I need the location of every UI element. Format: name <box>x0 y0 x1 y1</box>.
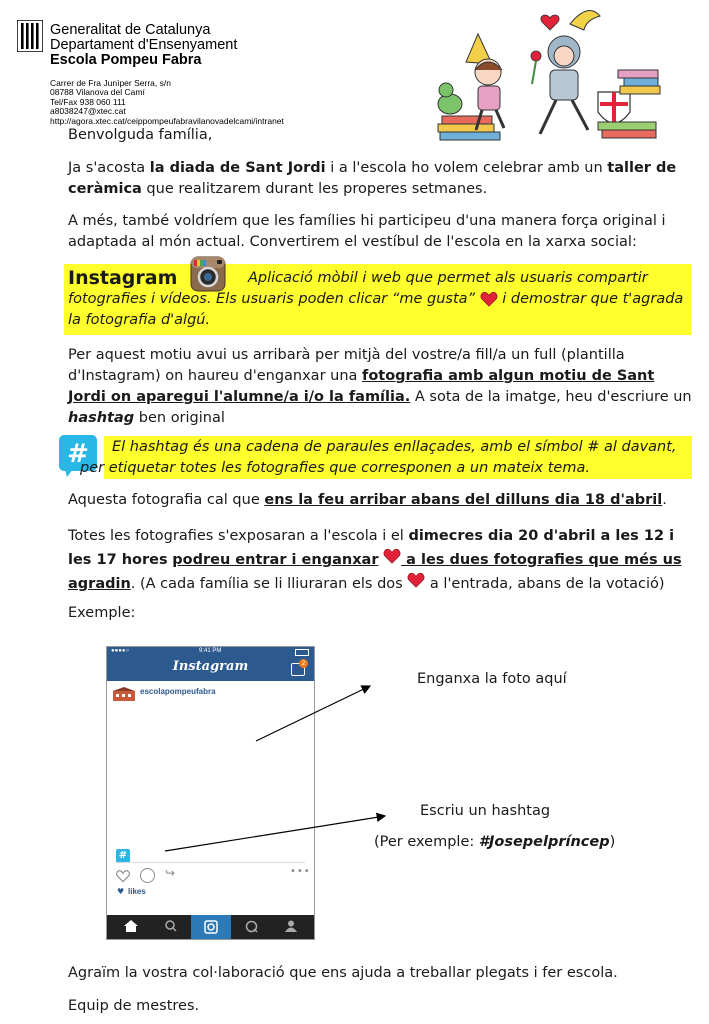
annotation-write-hashtag: Escriu un hashtag <box>420 803 551 819</box>
address-line: a8038247@xtec.cat <box>50 106 126 117</box>
header-school-name: Escola Pompeu Fabra <box>50 52 202 68</box>
instagram-text-1: Aplicació mòbil i web que permet als usuaris compartir fotografies i vídeos. Els usuaris poden clicar “me gusta” <box>68 270 648 307</box>
phone-time: 9:41 PM <box>199 648 222 654</box>
address-line: Carrer de Fra Junìper Serra, s/n <box>50 78 171 88</box>
hashtag-description: El hashtag és una cadena de paraules enllaçades, amb el símbol # al davant, per etiquetar totes les fotografies que corresponen a un mateix tema. <box>80 439 677 476</box>
p4-c: . <box>662 492 667 508</box>
annotation-paste-photo: Enganxa la foto aquí <box>417 671 567 687</box>
instagram-text-2: i demostrar que t'agrada la fotografia d'algú. <box>68 291 684 328</box>
greeting: Benvolguda família, <box>68 127 213 143</box>
p4-deadline: ens la feu arribar abans del dilluns dia 18 d'abril <box>264 492 663 508</box>
more-options-icon[interactable]: ••• <box>290 866 311 877</box>
example-hashtag: #Josepelpríncep <box>478 834 610 850</box>
p5-enter: podreu entrar i enganxar <box>172 552 379 568</box>
likes-count: likes <box>128 887 146 896</box>
example-c: ) <box>609 834 616 850</box>
p1-e: que realitzarem durant les properes setmanes. <box>141 181 488 197</box>
address-line: http://agora.xtec.cat/ceippompeufabravilanovadelcami/intranet <box>50 115 284 126</box>
p3-a: Per aquest motiu avui us arribarà per mitjà del vostre/a fill/a un full (plantilla d'Instagram) on haureu d'enganxar una <box>68 347 625 384</box>
p5-favorites: a les dues fotografies que més us agradin <box>68 552 682 592</box>
instagram-title: Instagram <box>68 267 178 289</box>
phone-app-title: Instagram <box>172 659 249 674</box>
share-icon[interactable]: ↪ <box>165 866 176 880</box>
header-departament: Departament d'Ensenyament <box>50 37 238 53</box>
annotation-hashtag-example <box>374 832 615 853</box>
address-line: 08788 Vilanova del Camí <box>50 87 145 98</box>
paragraph-families: A més, també voldríem que les famílies hi participeu d'una manera força original i adaptada al món actual. Convertirem el vestíbul de l'escola en la xarxa social: <box>68 213 666 250</box>
closing-thanks: Agraïm la vostra col·laboració que ens ajuda a treballar plegats i fer escola. <box>68 965 618 981</box>
signal-icon: ●●●●○ <box>111 648 130 654</box>
arrow-photo <box>256 686 370 741</box>
arrow-hashtag <box>165 816 385 851</box>
p5-a: Totes les fotografies s'exposaran a l'escola i el <box>68 528 409 544</box>
p1-taller: taller de ceràmica <box>68 160 677 197</box>
p3-c: A sota de la imatge, heu d'escriure un <box>410 389 692 405</box>
p3-e: ben original <box>134 410 225 426</box>
header-generalitat: Generalitat de Catalunya <box>50 22 211 38</box>
likes-heart-icon: ♥ <box>117 887 125 896</box>
address-line: Tel/Fax 938 060 111 <box>50 96 126 107</box>
profile-username[interactable]: escolapompeufabra <box>140 687 216 696</box>
p3-hashtag: hashtag <box>68 410 135 426</box>
p5-f: . (A cada família se li lliuraran els dos <box>130 576 408 592</box>
mini-hashtag-icon: # <box>116 849 130 863</box>
example-a: (Per exemple: <box>374 834 479 850</box>
p3-photo-requirement: fotografia amb algun motiu de Sant Jordi on aparegui l'alumne/a i/o la família. <box>68 368 655 405</box>
signature: Equip de mestres. <box>68 998 200 1014</box>
p1-diada: la diada de Sant Jordi <box>149 160 326 176</box>
p4-a: Aquesta fotografia cal que <box>68 492 265 508</box>
p1-a: Ja s'acosta <box>68 160 150 176</box>
p1-c: i a l'escola ho volem celebrar amb un <box>325 160 608 176</box>
inbox-badge: 2 <box>299 659 308 668</box>
p5-g: a l'entrada, abans de la votació) <box>425 576 665 592</box>
p5-date: dimecres dia 20 d'abril a les 12 i les 17 hores <box>68 528 675 568</box>
example-label: Exemple: <box>68 605 136 621</box>
svg-text:#: # <box>67 439 89 469</box>
